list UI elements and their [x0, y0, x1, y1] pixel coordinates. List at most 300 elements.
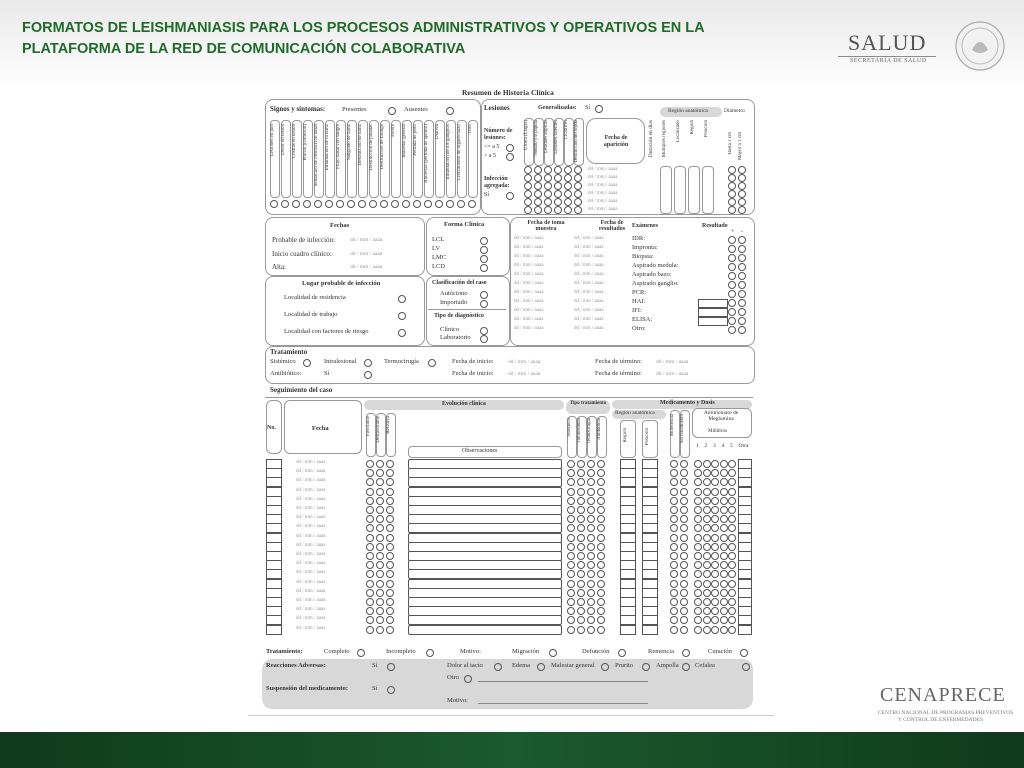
- seg-tipo-radio[interactable]: [597, 469, 605, 477]
- lesion-type-radio[interactable]: [554, 206, 562, 214]
- seg-evolucion-radio[interactable]: [376, 607, 384, 615]
- seg-evolucion-radio[interactable]: [386, 626, 394, 634]
- lesion-type-radio[interactable]: [544, 174, 552, 182]
- diametro-radio[interactable]: [728, 166, 736, 174]
- seg-evolucion-radio[interactable]: [376, 534, 384, 542]
- seg-med-radio[interactable]: [670, 478, 678, 486]
- exam-toma-field[interactable]: dd / mm / aaaa: [514, 299, 544, 304]
- seg-evolucion-radio[interactable]: [376, 478, 384, 486]
- seg-ml-radio[interactable]: [728, 580, 736, 588]
- exam-minus-radio[interactable]: [738, 326, 746, 334]
- exam-resultado-field[interactable]: dd / mm / aaaa: [574, 272, 604, 277]
- seg-ml-radio[interactable]: [711, 497, 719, 505]
- seg-region-cell[interactable]: [620, 625, 636, 635]
- exam-resultado-field[interactable]: dd / mm / aaaa: [574, 245, 604, 250]
- seg-ml-radio[interactable]: [711, 607, 719, 615]
- exam-toma-field[interactable]: dd / mm / aaaa: [514, 272, 544, 277]
- seg-med-radio[interactable]: [680, 561, 688, 569]
- seg-evolucion-radio[interactable]: [386, 534, 394, 542]
- seg-tipo-radio[interactable]: [577, 616, 585, 624]
- seg-ml-radio[interactable]: [711, 469, 719, 477]
- seg-observaciones-field[interactable]: [408, 569, 562, 579]
- seg-ml-radio[interactable]: [711, 506, 719, 514]
- seg-tipo-radio[interactable]: [597, 515, 605, 523]
- signo-radio[interactable]: [325, 200, 333, 208]
- seg-tipo-radio[interactable]: [597, 561, 605, 569]
- seg-evolucion-radio[interactable]: [366, 589, 374, 597]
- exam-toma-field[interactable]: dd / mm / aaaa: [514, 236, 544, 241]
- seg-med-radio[interactable]: [670, 580, 678, 588]
- exam-minus-radio[interactable]: [738, 317, 746, 325]
- seg-ml-radio[interactable]: [728, 460, 736, 468]
- reacciones-otro-radio[interactable]: [464, 675, 472, 683]
- seg-ml-radio[interactable]: [703, 607, 711, 615]
- seg-ml-radio[interactable]: [711, 515, 719, 523]
- lesion-type-radio[interactable]: [534, 174, 542, 182]
- seg-tipo-radio[interactable]: [567, 589, 575, 597]
- seg-evolucion-radio[interactable]: [376, 589, 384, 597]
- inicio-field-1[interactable]: dd / mm / aaaa: [508, 359, 541, 365]
- lesion-type-radio[interactable]: [544, 198, 552, 206]
- clasificacion-item-radio[interactable]: [480, 291, 488, 299]
- seg-evolucion-radio[interactable]: [366, 561, 374, 569]
- lesion-type-radio[interactable]: [524, 190, 532, 198]
- seg-ml-radio[interactable]: [694, 626, 702, 634]
- seg-date-field[interactable]: dd / mm / aaaa: [296, 570, 326, 576]
- seg-ml-radio[interactable]: [694, 506, 702, 514]
- seg-date-field[interactable]: dd / mm / aaaa: [296, 579, 326, 585]
- seg-med-radio[interactable]: [680, 506, 688, 514]
- seg-ml-radio[interactable]: [728, 589, 736, 597]
- seg-med-radio[interactable]: [670, 607, 678, 615]
- exam-resultado-field[interactable]: dd / mm / aaaa: [574, 281, 604, 286]
- seg-med-radio[interactable]: [680, 534, 688, 542]
- seg-date-field[interactable]: dd / mm / aaaa: [296, 469, 326, 475]
- clasificacion-item-radio[interactable]: [480, 300, 488, 308]
- seg-ml-radio[interactable]: [720, 552, 728, 560]
- seg-tipo-radio[interactable]: [567, 469, 575, 477]
- diametro-radio[interactable]: [738, 182, 746, 190]
- lesion-type-radio[interactable]: [544, 206, 552, 214]
- fecha-alta-field[interactable]: dd / mm / aaaa: [350, 264, 383, 270]
- presentes-radio[interactable]: [388, 107, 396, 115]
- seg-med-radio[interactable]: [680, 460, 688, 468]
- seg-med-radio[interactable]: [670, 534, 678, 542]
- seg-ml-radio[interactable]: [728, 598, 736, 606]
- seg-ml-radio[interactable]: [711, 534, 719, 542]
- seg-med-radio[interactable]: [680, 543, 688, 551]
- seg-ml-radio[interactable]: [703, 524, 711, 532]
- seg-tipo-radio[interactable]: [597, 534, 605, 542]
- signo-radio[interactable]: [468, 200, 476, 208]
- seg-ml-radio[interactable]: [694, 607, 702, 615]
- seg-med-radio[interactable]: [670, 497, 678, 505]
- seg-no-cell[interactable]: [266, 625, 282, 635]
- seg-tipo-radio[interactable]: [587, 570, 595, 578]
- lesion-type-radio[interactable]: [524, 206, 532, 214]
- diametro-radio[interactable]: [738, 166, 746, 174]
- seg-tipo-radio[interactable]: [587, 616, 595, 624]
- seg-ml-radio[interactable]: [711, 543, 719, 551]
- seg-ml-radio[interactable]: [694, 570, 702, 578]
- seg-tipo-radio[interactable]: [567, 534, 575, 542]
- seg-ml-radio[interactable]: [728, 506, 736, 514]
- seg-tipo-radio[interactable]: [577, 589, 585, 597]
- seg-evolucion-radio[interactable]: [366, 616, 374, 624]
- seg-tipo-radio[interactable]: [587, 506, 595, 514]
- exam-plus-radio[interactable]: [728, 326, 736, 334]
- seg-tipo-radio[interactable]: [587, 497, 595, 505]
- seg-evolucion-radio[interactable]: [366, 534, 374, 542]
- seg-ml-radio[interactable]: [728, 561, 736, 569]
- fecha-inicio-field[interactable]: dd / mm / aaaa: [350, 251, 383, 257]
- seg-evolucion-radio[interactable]: [376, 580, 384, 588]
- seg-med-radio[interactable]: [680, 497, 688, 505]
- seg-ml-radio[interactable]: [703, 488, 711, 496]
- seg-ml-radio[interactable]: [711, 580, 719, 588]
- exam-minus-radio[interactable]: [738, 245, 746, 253]
- seg-tipo-radio[interactable]: [577, 478, 585, 486]
- signo-radio[interactable]: [314, 200, 322, 208]
- seg-tipo-radio[interactable]: [577, 534, 585, 542]
- seg-evolucion-radio[interactable]: [366, 478, 374, 486]
- seg-tipo-radio[interactable]: [567, 478, 575, 486]
- signo-radio[interactable]: [292, 200, 300, 208]
- seg-ml-radio[interactable]: [720, 598, 728, 606]
- antibiotico-radio[interactable]: [364, 371, 372, 379]
- seg-ml-radio[interactable]: [720, 506, 728, 514]
- seg-tipo-radio[interactable]: [567, 607, 575, 615]
- exam-minus-radio[interactable]: [738, 281, 746, 289]
- seg-date-field[interactable]: dd / mm / aaaa: [296, 625, 326, 631]
- seg-ml-radio[interactable]: [711, 598, 719, 606]
- reaccion-radio[interactable]: [537, 663, 545, 671]
- seg-ml-radio[interactable]: [728, 488, 736, 496]
- seg-evolucion-radio[interactable]: [386, 552, 394, 560]
- seg-med-radio[interactable]: [670, 589, 678, 597]
- exam-plus-radio[interactable]: [728, 299, 736, 307]
- seg-ml-radio[interactable]: [720, 626, 728, 634]
- seg-evolucion-radio[interactable]: [386, 607, 394, 615]
- lesiones-opt1-radio[interactable]: [506, 144, 514, 152]
- seg-tipo-radio[interactable]: [567, 506, 575, 514]
- seg-tipo-radio[interactable]: [597, 497, 605, 505]
- lesion-date-field[interactable]: dd / mm / aaaa: [588, 199, 618, 204]
- exam-minus-radio[interactable]: [738, 263, 746, 271]
- diametro-radio[interactable]: [738, 174, 746, 182]
- exam-resultado-field[interactable]: dd / mm / aaaa: [574, 263, 604, 268]
- lesion-date-field[interactable]: dd / mm / aaaa: [588, 175, 618, 180]
- forma-item-radio[interactable]: [480, 237, 488, 245]
- signo-radio[interactable]: [402, 200, 410, 208]
- seg-ml-radio[interactable]: [694, 580, 702, 588]
- seg-evolucion-radio[interactable]: [386, 543, 394, 551]
- forma-item-radio[interactable]: [480, 255, 488, 263]
- seg-observaciones-field[interactable]: [408, 477, 562, 487]
- seg-ml-radio[interactable]: [720, 469, 728, 477]
- seg-tipo-radio[interactable]: [567, 460, 575, 468]
- seg-ml-radio[interactable]: [728, 497, 736, 505]
- exam-toma-field[interactable]: dd / mm / aaaa: [514, 308, 544, 313]
- seg-ml-radio[interactable]: [711, 524, 719, 532]
- seg-observaciones-field[interactable]: [408, 615, 562, 625]
- infeccion-radio[interactable]: [506, 192, 514, 200]
- seg-tipo-radio[interactable]: [597, 607, 605, 615]
- seg-evolucion-radio[interactable]: [376, 460, 384, 468]
- lesion-date-field[interactable]: dd / mm / aaaa: [588, 183, 618, 188]
- seg-med-radio[interactable]: [680, 580, 688, 588]
- seg-med-radio[interactable]: [680, 607, 688, 615]
- seg-tipo-radio[interactable]: [577, 524, 585, 532]
- seg-ml-radio[interactable]: [711, 460, 719, 468]
- seg-ml-radio[interactable]: [711, 488, 719, 496]
- seg-tipo-radio[interactable]: [587, 534, 595, 542]
- sistemico-radio[interactable]: [303, 359, 311, 367]
- seg-date-field[interactable]: dd / mm / aaaa: [296, 561, 326, 567]
- seg-ml-radio[interactable]: [694, 478, 702, 486]
- reacciones-radio[interactable]: [387, 663, 395, 671]
- seg-ml-radio[interactable]: [728, 616, 736, 624]
- seg-tipo-radio[interactable]: [567, 626, 575, 634]
- reaccion-radio[interactable]: [601, 663, 609, 671]
- signo-radio[interactable]: [424, 200, 432, 208]
- seg-date-field[interactable]: dd / mm / aaaa: [296, 460, 326, 465]
- seg-date-field[interactable]: dd / mm / aaaa: [296, 588, 326, 594]
- lugar-item-radio[interactable]: [398, 312, 406, 320]
- seg-ml-radio[interactable]: [703, 626, 711, 634]
- seg-evolucion-radio[interactable]: [366, 524, 374, 532]
- exam-minus-radio[interactable]: [738, 254, 746, 262]
- seg-evolucion-radio[interactable]: [386, 488, 394, 496]
- termocirugia-radio[interactable]: [428, 359, 436, 367]
- seg-evolucion-radio[interactable]: [386, 469, 394, 477]
- suspension-radio[interactable]: [387, 686, 395, 694]
- seg-evolucion-radio[interactable]: [366, 626, 374, 634]
- exam-result-box[interactable]: [698, 308, 728, 317]
- seg-ml-radio[interactable]: [703, 543, 711, 551]
- exam-resultado-field[interactable]: dd / mm / aaaa: [574, 290, 604, 295]
- seg-ml-radio[interactable]: [703, 598, 711, 606]
- seg-tipo-radio[interactable]: [587, 607, 595, 615]
- exam-resultado-field[interactable]: dd / mm / aaaa: [574, 317, 604, 322]
- seg-tipo-radio[interactable]: [597, 506, 605, 514]
- seg-med-radio[interactable]: [680, 552, 688, 560]
- seg-tipo-radio[interactable]: [597, 589, 605, 597]
- seg-tipo-radio[interactable]: [567, 543, 575, 551]
- seg-ml-radio[interactable]: [694, 543, 702, 551]
- forma-item-radio[interactable]: [480, 246, 488, 254]
- lesion-type-radio[interactable]: [574, 198, 582, 206]
- seg-tipo-radio[interactable]: [577, 570, 585, 578]
- seg-date-field[interactable]: dd / mm / aaaa: [296, 542, 326, 548]
- seg-tipo-radio[interactable]: [577, 626, 585, 634]
- seg-ml-radio[interactable]: [720, 580, 728, 588]
- exam-plus-radio[interactable]: [728, 272, 736, 280]
- lesion-type-radio[interactable]: [564, 182, 572, 190]
- signo-radio[interactable]: [380, 200, 388, 208]
- seg-ml-radio[interactable]: [711, 626, 719, 634]
- seg-evolucion-radio[interactable]: [386, 580, 394, 588]
- lesion-type-radio[interactable]: [524, 198, 532, 206]
- termino-field-2[interactable]: dd / mm / aaaa: [656, 371, 689, 377]
- lesion-type-radio[interactable]: [564, 198, 572, 206]
- exam-minus-radio[interactable]: [738, 272, 746, 280]
- reaccion-radio[interactable]: [494, 663, 502, 671]
- seg-evolucion-radio[interactable]: [366, 488, 374, 496]
- seg-med-radio[interactable]: [670, 460, 678, 468]
- region-field[interactable]: [688, 166, 700, 214]
- signo-radio[interactable]: [446, 200, 454, 208]
- diametro-radio[interactable]: [738, 198, 746, 206]
- seg-tipo-radio[interactable]: [597, 552, 605, 560]
- seg-ml-radio[interactable]: [703, 561, 711, 569]
- seg-tipo-radio[interactable]: [587, 515, 595, 523]
- seg-posicion-cell[interactable]: [642, 625, 658, 635]
- seg-tipo-radio[interactable]: [597, 598, 605, 606]
- seg-ml-radio[interactable]: [694, 497, 702, 505]
- diametro-radio[interactable]: [728, 174, 736, 182]
- seg-tipo-radio[interactable]: [577, 460, 585, 468]
- exam-minus-radio[interactable]: [738, 308, 746, 316]
- lesion-type-radio[interactable]: [564, 174, 572, 182]
- seg-evolucion-radio[interactable]: [376, 570, 384, 578]
- seg-med-radio[interactable]: [680, 478, 688, 486]
- seg-tipo-radio[interactable]: [567, 598, 575, 606]
- lesion-type-radio[interactable]: [534, 206, 542, 214]
- seg-tipo-radio[interactable]: [597, 488, 605, 496]
- seg-tipo-radio[interactable]: [577, 497, 585, 505]
- lesion-type-radio[interactable]: [554, 166, 562, 174]
- exam-toma-field[interactable]: dd / mm / aaaa: [514, 290, 544, 295]
- seg-tipo-radio[interactable]: [577, 607, 585, 615]
- seg-ml-radio[interactable]: [694, 469, 702, 477]
- signo-radio[interactable]: [303, 200, 311, 208]
- lesion-type-radio[interactable]: [554, 182, 562, 190]
- exam-result-box[interactable]: [698, 299, 728, 308]
- lesion-type-radio[interactable]: [524, 174, 532, 182]
- exam-plus-radio[interactable]: [728, 281, 736, 289]
- remencia-radio[interactable]: [682, 649, 690, 657]
- forma-item-radio[interactable]: [480, 264, 488, 272]
- seg-ml-radio[interactable]: [728, 607, 736, 615]
- diametro-radio[interactable]: [728, 190, 736, 198]
- seg-date-field[interactable]: dd / mm / aaaa: [296, 552, 326, 557]
- reaccion-radio[interactable]: [642, 663, 650, 671]
- lesion-type-radio[interactable]: [564, 166, 572, 174]
- exam-minus-radio[interactable]: [738, 290, 746, 298]
- lesiones-opt2-radio[interactable]: [506, 153, 514, 161]
- lesion-type-radio[interactable]: [524, 166, 532, 174]
- seg-ml-radio[interactable]: [694, 552, 702, 560]
- seg-med-radio[interactable]: [670, 506, 678, 514]
- seg-tipo-radio[interactable]: [587, 589, 595, 597]
- seg-ml-radio[interactable]: [703, 478, 711, 486]
- lesion-type-radio[interactable]: [524, 182, 532, 190]
- lesion-type-radio[interactable]: [554, 190, 562, 198]
- seg-med-radio[interactable]: [670, 616, 678, 624]
- lugar-item-radio[interactable]: [398, 295, 406, 303]
- curacion-radio[interactable]: [740, 649, 748, 657]
- seg-tipo-radio[interactable]: [597, 616, 605, 624]
- lesion-type-radio[interactable]: [554, 198, 562, 206]
- seg-ml-radio[interactable]: [728, 626, 736, 634]
- seg-ml-radio[interactable]: [694, 534, 702, 542]
- exam-toma-field[interactable]: dd / mm / aaaa: [514, 317, 544, 322]
- exam-resultado-field[interactable]: dd / mm / aaaa: [574, 308, 604, 313]
- seg-med-radio[interactable]: [670, 515, 678, 523]
- seg-tipo-radio[interactable]: [587, 543, 595, 551]
- seg-ml-radio[interactable]: [720, 561, 728, 569]
- lesion-date-field[interactable]: dd / mm / aaaa: [588, 167, 618, 172]
- seg-ml-radio[interactable]: [694, 616, 702, 624]
- seg-evolucion-radio[interactable]: [376, 524, 384, 532]
- lugar-item-radio[interactable]: [398, 329, 406, 337]
- seg-evolucion-radio[interactable]: [376, 561, 384, 569]
- seg-ml-radio[interactable]: [711, 616, 719, 624]
- fecha-probable-field[interactable]: dd / mm / aaaa: [350, 237, 383, 243]
- region-field[interactable]: [674, 166, 686, 214]
- exam-minus-radio[interactable]: [738, 299, 746, 307]
- seg-ml-radio[interactable]: [720, 515, 728, 523]
- seg-tipo-radio[interactable]: [567, 616, 575, 624]
- diametro-radio[interactable]: [728, 182, 736, 190]
- lesion-type-radio[interactable]: [574, 190, 582, 198]
- seg-tipo-radio[interactable]: [567, 488, 575, 496]
- seg-tipo-radio[interactable]: [567, 570, 575, 578]
- seg-ml-radio[interactable]: [720, 524, 728, 532]
- seg-ml-radio[interactable]: [728, 543, 736, 551]
- exam-minus-radio[interactable]: [738, 236, 746, 244]
- seg-evolucion-radio[interactable]: [376, 515, 384, 523]
- signo-radio[interactable]: [369, 200, 377, 208]
- seg-tipo-radio[interactable]: [587, 478, 595, 486]
- reaccion-radio[interactable]: [742, 663, 750, 671]
- signo-radio[interactable]: [281, 200, 289, 208]
- seg-evolucion-radio[interactable]: [366, 497, 374, 505]
- seg-tipo-radio[interactable]: [567, 524, 575, 532]
- seg-med-radio[interactable]: [680, 626, 688, 634]
- seg-evolucion-radio[interactable]: [386, 460, 394, 468]
- diametro-radio[interactable]: [738, 190, 746, 198]
- exam-toma-field[interactable]: dd / mm / aaaa: [514, 245, 544, 250]
- seg-date-field[interactable]: dd / mm / aaaa: [296, 487, 326, 493]
- exam-resultado-field[interactable]: dd / mm / aaaa: [574, 326, 604, 331]
- seg-date-field[interactable]: dd / mm / aaaa: [296, 515, 326, 521]
- seg-med-radio[interactable]: [670, 469, 678, 477]
- seg-ml-radio[interactable]: [703, 616, 711, 624]
- seg-tipo-radio[interactable]: [587, 469, 595, 477]
- seg-ml-radio[interactable]: [720, 543, 728, 551]
- exam-plus-radio[interactable]: [728, 245, 736, 253]
- diametro-radio[interactable]: [728, 198, 736, 206]
- seg-date-field[interactable]: dd / mm / aaaa: [296, 616, 326, 622]
- seg-evolucion-radio[interactable]: [376, 488, 384, 496]
- seg-evolucion-radio[interactable]: [386, 515, 394, 523]
- seg-med-radio[interactable]: [680, 589, 688, 597]
- diametro-radio[interactable]: [728, 206, 736, 214]
- seg-med-radio[interactable]: [680, 616, 688, 624]
- seg-tipo-radio[interactable]: [597, 460, 605, 468]
- signo-radio[interactable]: [358, 200, 366, 208]
- seg-tipo-radio[interactable]: [577, 552, 585, 560]
- seg-ml-otra-cell[interactable]: [738, 625, 752, 635]
- seg-tipo-radio[interactable]: [577, 598, 585, 606]
- seg-ml-radio[interactable]: [720, 497, 728, 505]
- reacciones-otro-line[interactable]: [478, 681, 648, 682]
- seg-evolucion-radio[interactable]: [366, 570, 374, 578]
- seg-observaciones-field[interactable]: [408, 625, 562, 635]
- lesion-type-radio[interactable]: [574, 166, 582, 174]
